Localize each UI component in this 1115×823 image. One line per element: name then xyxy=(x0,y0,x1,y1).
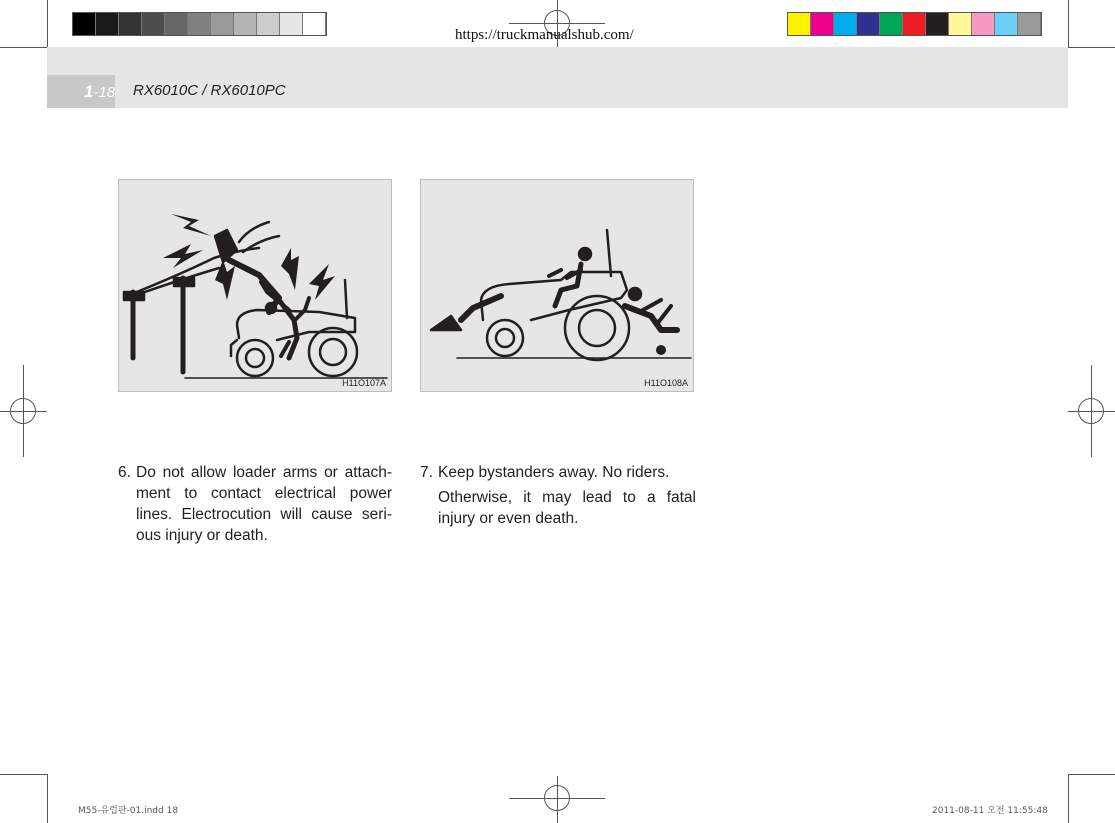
page-number xyxy=(84,82,115,102)
page-number-suffix: -18 xyxy=(93,84,116,101)
calibration-swatch xyxy=(96,13,119,35)
calibration-swatch xyxy=(857,13,880,35)
calibration-swatch xyxy=(211,13,234,35)
calibration-swatch xyxy=(788,13,811,35)
grayscale-calibration-bar xyxy=(72,12,327,36)
crop-mark xyxy=(47,774,48,823)
source-url[interactable]: https://truckmanualshub.com/ xyxy=(455,27,634,43)
instruction-7 xyxy=(420,462,696,546)
calibration-swatch xyxy=(280,13,303,35)
instruction-body xyxy=(438,462,696,529)
calibration-swatch xyxy=(949,13,972,35)
figure-code: H11O107A xyxy=(342,378,386,388)
calibration-swatch xyxy=(834,13,857,35)
instruction-text: Otherwise, it may lead to a fatal injury or even death. xyxy=(438,489,696,527)
crop-mark xyxy=(0,774,47,775)
registration-mark xyxy=(544,785,570,811)
crop-mark xyxy=(1068,774,1069,823)
model-title: RX6010C / RX6010PC xyxy=(133,82,286,99)
instruction-text: Keep bystanders away. No riders. xyxy=(438,464,670,481)
calibration-swatch xyxy=(188,13,211,35)
calibration-swatch xyxy=(1018,13,1041,35)
instruction-body xyxy=(136,462,392,546)
print-timestamp: 2011-08-11 오전 11:55:48 xyxy=(932,806,1048,816)
calibration-swatch xyxy=(903,13,926,35)
figure-bystander xyxy=(420,179,694,392)
calibration-swatch xyxy=(165,13,188,35)
bystander-run-over-illustration xyxy=(421,180,693,391)
figure-code: H11O108A xyxy=(644,378,688,388)
crop-mark xyxy=(1068,0,1069,47)
calibration-swatch xyxy=(811,13,834,35)
crop-mark xyxy=(1068,774,1115,775)
calibration-swatch xyxy=(303,13,326,35)
calibration-swatch xyxy=(995,13,1018,35)
calibration-swatch xyxy=(234,13,257,35)
chapter-number: 1 xyxy=(84,82,94,101)
color-calibration-bar xyxy=(787,12,1042,36)
calibration-swatch xyxy=(972,13,995,35)
calibration-swatch xyxy=(926,13,949,35)
registration-mark xyxy=(10,398,36,424)
crop-mark xyxy=(0,47,47,48)
instruction-text: Do not allow loader arms or attach-ment to contact electrical power lines. Electrocution will cause seri-ous injury or death. xyxy=(136,464,392,544)
calibration-swatch xyxy=(119,13,142,35)
crop-mark xyxy=(47,0,48,47)
file-slug: M55-유럽판-01.indd 18 xyxy=(78,806,179,816)
figure-power-line xyxy=(118,179,392,392)
instruction-number: 6. xyxy=(118,464,131,481)
calibration-swatch xyxy=(880,13,903,35)
instruction-number: 7. xyxy=(420,464,433,481)
calibration-swatch xyxy=(73,13,96,35)
calibration-swatch xyxy=(142,13,165,35)
registration-mark xyxy=(1078,398,1104,424)
instruction-6 xyxy=(118,462,392,546)
crop-mark xyxy=(1068,47,1115,48)
calibration-swatch xyxy=(257,13,280,35)
power-line-electrocution-illustration xyxy=(119,180,391,391)
